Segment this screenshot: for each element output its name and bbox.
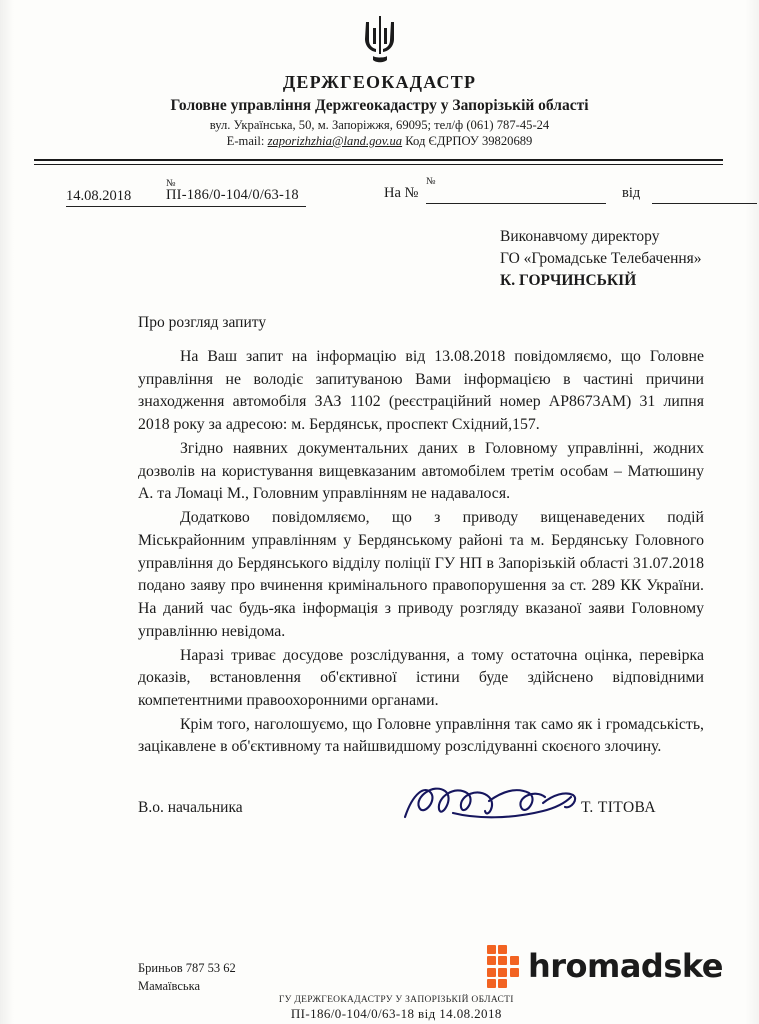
- number-symbol: №: [166, 178, 176, 189]
- body-paragraph: Згідно наявних документальних даних в Головному управлінні, жодних дозволів на користування вищевказаним автомобілем третім особам – Матюшину А. та Ломаці М., Головним управлінням не надавалося.: [138, 439, 704, 503]
- letterhead: [0, 0, 759, 149]
- signer-name: Т. ТІТОВА: [581, 799, 656, 817]
- executor-contact: Бриньов 787 53 62: [138, 960, 236, 975]
- hromadske-wordmark: hromadske: [527, 947, 723, 986]
- letter-body: [138, 346, 704, 759]
- addressee-block: [0, 226, 719, 292]
- organization-contact: [0, 134, 759, 149]
- email-label: E-mail:: [226, 134, 265, 148]
- addressee-position: Виконавчому директору: [500, 228, 660, 245]
- incoming-number-symbol: №: [426, 176, 436, 187]
- body-paragraph: Наразі триває досудове розслідування, а тому остаточна оцінка, перевірка доказів, встановлення об'єктивної істини буде здійснено відповідними компетентними правоохоронними органами.: [138, 646, 704, 710]
- organization-name: ДЕРЖГЕОКАДАСТР: [282, 72, 477, 92]
- handwritten-signature-icon: [393, 773, 593, 835]
- scan-edge-left: [0, 0, 14, 1024]
- registration-stamp: [186, 995, 606, 1022]
- signer-title: В.о. начальника: [138, 799, 243, 817]
- hromadske-dots-icon: [487, 945, 519, 989]
- letter-date: 14.08.2018: [66, 188, 132, 204]
- incoming-date-blank: [652, 203, 757, 204]
- letter-number: ПІ-186/0-104/0/63-18: [166, 187, 299, 203]
- hromadske-logo: [487, 945, 723, 989]
- incoming-label: На №: [384, 185, 419, 201]
- signature-block: [138, 789, 759, 849]
- executor-block: [138, 959, 236, 997]
- letter-subject: Про розгляд запиту: [138, 314, 267, 331]
- organization-address: вул. Українська, 50, м. Запоріжжя, 69095; тел/ф (061) 787-45-24: [209, 118, 550, 132]
- stamp-reference: ПІ-186/0-104/0/63-18 від 14.08.2018: [290, 1006, 502, 1021]
- executor-name: Мамаївська: [138, 979, 201, 994]
- reference-underline: [66, 206, 306, 207]
- scan-edge-right: [745, 0, 759, 1024]
- stamp-organization: ГУ ДЕРЖГЕОКАДАСТРУ У ЗАПОРІЗЬКІЙ ОБЛАСТІ: [278, 995, 514, 1005]
- addressee-name: К. ГОРЧИНСЬКІЙ: [500, 272, 637, 289]
- body-paragraph: На Ваш запит на інформацію від 13.08.2018 повідомляємо, що Головне управління не володіє запитуваною Вами інформацією в частині причини знаходження автомобіля ЗАЗ 1102 (реєстраційний номер АР8673АМ) 31 липня 2018 року за адресою: м. Бердянськ, проспект Східний,157.: [138, 348, 704, 434]
- incoming-number-blank: [426, 203, 606, 204]
- incoming-date-label: від: [622, 185, 641, 201]
- divider-thick-line: [34, 159, 723, 161]
- header-divider: [34, 159, 723, 166]
- email-address: zaporizhzhia@land.gov.ua: [267, 134, 403, 148]
- reference-row: [66, 176, 719, 210]
- addressee-organization: ГО «Громадське Телебачення»: [500, 250, 702, 267]
- organization-department: Головне управління Держгеокадастру у Запорізькій області: [170, 97, 589, 114]
- ukraine-trident-emblem: [360, 14, 400, 66]
- edrpou-code: Код ЄДРПОУ 39820689: [405, 134, 533, 148]
- body-paragraph: Крім того, наголошуємо, що Головне управління так само як і громадськість, зацікавлене в об'єктивному та найшвидшому розслідуванні скоєного злочину.: [138, 715, 704, 756]
- body-paragraph: Додатково повідомляємо, що з приводу вищенаведених подій Міськрайонним управлінням у Бердянському районі та м. Бердянську Головного управління до Бердянського відділу поліції ГУ НП в Запорізькій області 31.07.2018 подано заяву про вчинення кримінального правопорушення за ст. 289 КК України. На даний час будь-яка інформація з приводу розгляду вказаної заяви Головному управлінню невідома.: [138, 509, 704, 640]
- divider-thin-line: [34, 164, 723, 165]
